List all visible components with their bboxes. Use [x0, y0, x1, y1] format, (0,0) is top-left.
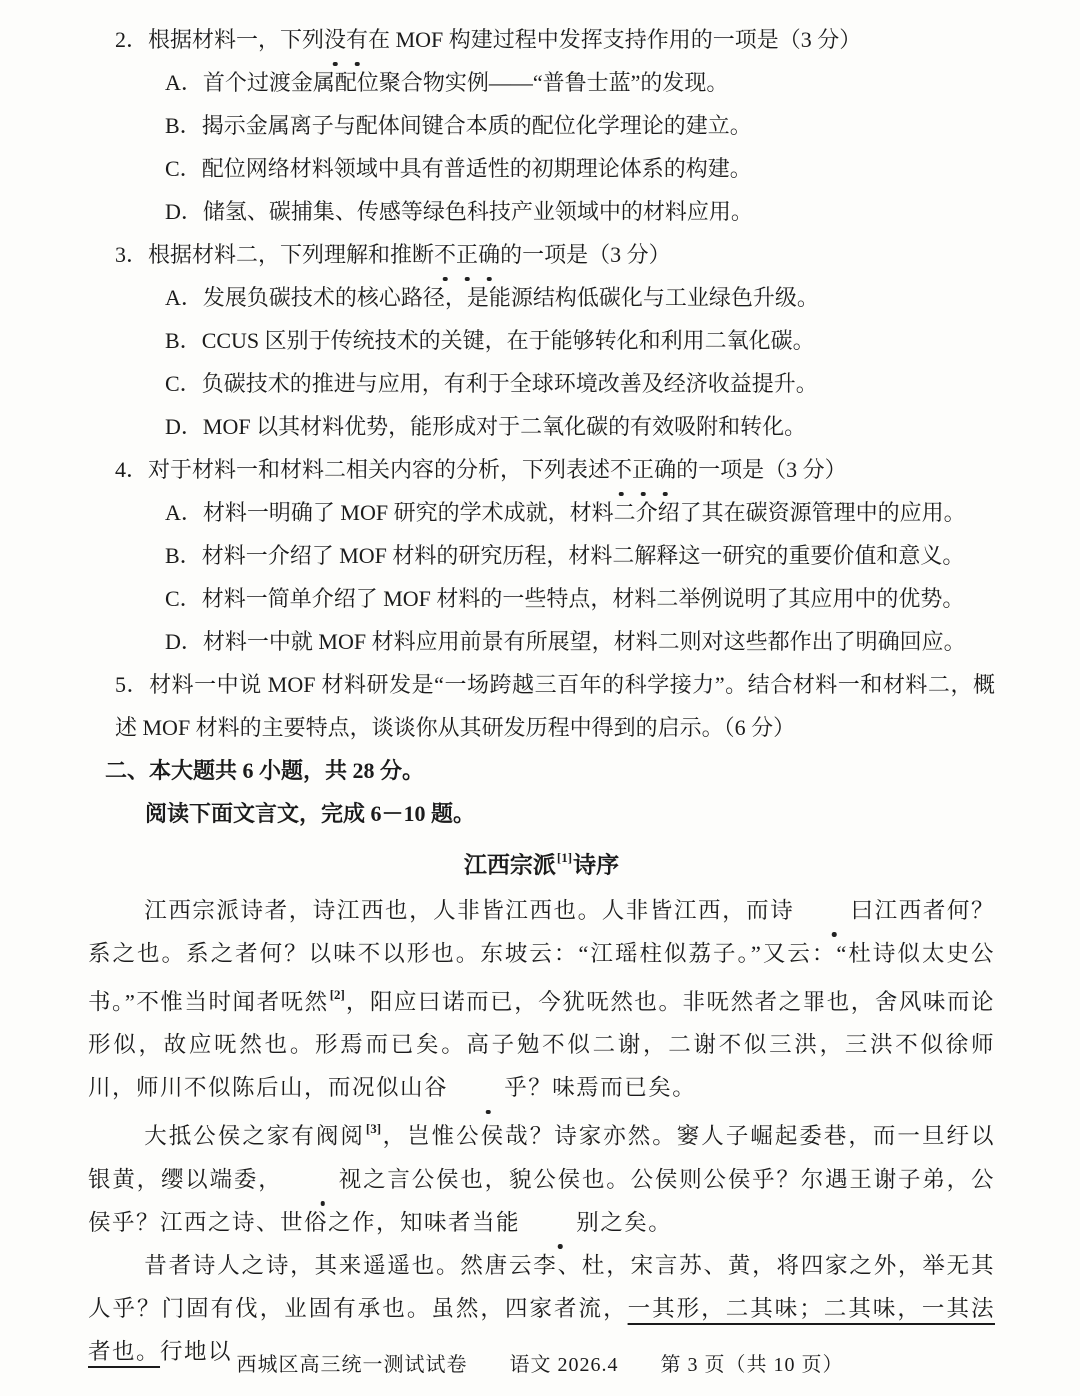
section-heading: 二、本大题共 6 小题，共 28 分。: [105, 758, 425, 783]
option-text: 材料一明确了 MOF 研究的学术成就，材料二介绍了其在碳资源管理中的应用。: [202, 500, 966, 525]
emphasized-char: 不: [610, 448, 632, 491]
emphasized-char: 视: [283, 1158, 363, 1201]
option-text: CCUS 区别于传统技术的关键，在于能够转化和利用二氧化碳。: [201, 328, 815, 353]
option-label: A．: [165, 70, 203, 95]
passage-paragraph: [88, 1109, 995, 1244]
passage-paragraph: [88, 889, 995, 1110]
emphasized-char: 曰: [794, 889, 874, 932]
emphasized-char: 正: [456, 233, 478, 276]
emphasized-word: [520, 1210, 600, 1235]
option-label: B．: [165, 328, 202, 353]
text-run: 在 MOF 构建过程中发挥支持作用的一项是（3 分）: [368, 27, 862, 52]
underlined-clause: 一其形，二其味；二其味，一其法者也。: [88, 1295, 995, 1364]
emphasized-char: 没: [324, 18, 346, 61]
emphasized-char: 不: [434, 233, 456, 276]
option-label: D．: [165, 199, 203, 224]
emphasized-char: 有: [346, 18, 368, 61]
option-text: 材料一中就 MOF 材料应用前景有所展望，材料二则对这些都作出了明确回应。: [202, 629, 966, 654]
option-text: 材料一介绍了 MOF 材料的研究历程，材料二解释这一研究的重要价值和意义。: [201, 543, 965, 568]
option-text: 配位网络材料领域中具有普适性的初期理论体系的构建。: [201, 156, 752, 181]
option-row: [165, 620, 995, 663]
text-run: 之矣。: [600, 1209, 673, 1235]
text-run: ？味焉而已矣。: [528, 1075, 697, 1101]
footnote-marker: [2]: [329, 986, 345, 1002]
question-number: 2．: [115, 27, 149, 52]
option-text: 揭示金属离子与配体间键合本质的配位化学理论的建立。: [201, 113, 752, 138]
option-label: B．: [165, 543, 202, 568]
option-row: [165, 577, 995, 620]
text-run: 江西宗派: [463, 852, 556, 878]
text-run: 根据材料一，下列: [148, 27, 325, 52]
option-row: [165, 276, 995, 319]
option-row: [165, 190, 995, 233]
question-stem-row: [115, 663, 995, 749]
emphasized-word: [448, 1075, 528, 1100]
text-run: 的一项是（3 分）: [676, 457, 847, 482]
text-run: 大抵公侯之家有阀阅: [144, 1123, 365, 1149]
footnote-marker: [3]: [365, 1121, 382, 1137]
question-stem-row: [115, 448, 995, 491]
passage-title: [88, 837, 995, 889]
question-stem: [148, 457, 847, 482]
text-run: ，岂惟公侯哉？诗家亦然。窭人子崛起委巷，而一旦纡以银黄，缨以端委，: [88, 1123, 995, 1192]
question-stem: [148, 27, 861, 52]
emphasized-word: [794, 898, 874, 923]
option-label: C．: [165, 156, 202, 181]
emphasized-word: [610, 457, 676, 482]
option-row: [165, 147, 995, 190]
emphasized-char: 别: [520, 1201, 600, 1244]
page-footer: 西城区高三统一测试试卷 语文 2026.4 第 3 页（共 10 页）: [236, 1354, 844, 1376]
option-text: 负碳技术的推进与应用，有利于全球环境改善及经济收益提升。: [201, 371, 818, 396]
text-run: 行地以: [160, 1338, 233, 1364]
question-stem: [115, 672, 995, 740]
section-instruction: 阅读下面文言文，完成 6－10 题。: [145, 801, 476, 826]
question-stem-row: [115, 233, 995, 276]
option-label: D．: [165, 414, 203, 439]
emphasized-word: [283, 1167, 363, 1192]
question-number: 5．: [115, 672, 150, 697]
option-row: [165, 534, 995, 577]
emphasized-char: 正: [632, 448, 654, 491]
option-text: MOF 以其材料优势，能形成对于二氧化碳的有效吸附和转化。: [202, 414, 807, 439]
emphasized-word: [324, 27, 368, 52]
text-run: 根据材料二，下列理解和推断: [148, 242, 435, 267]
question-stem-row: [115, 18, 995, 61]
question-number: 3．: [115, 242, 149, 267]
option-text: 首个过渡金属配位聚合物实例——“普鲁士蓝”的发现。: [202, 70, 729, 95]
text-run: 材料一中说 MOF 材料研发是“一场跨越三百年的科学接力”。结合材料一和材料二，概述 MOF 材料的主要特点，谈谈你从其研发历程中得到的启示。（6 分）: [115, 672, 995, 740]
option-text: 发展负碳技术的核心路径，是能源结构低碳化与工业绿色升级。: [202, 285, 819, 310]
footnote-marker: [1]: [556, 850, 573, 865]
text-run: 的一项是（3 分）: [500, 242, 671, 267]
emphasized-word: [434, 242, 500, 267]
option-row: [165, 104, 995, 147]
option-label: A．: [165, 285, 203, 310]
text-run: 诗序: [573, 852, 620, 878]
option-label: A．: [165, 500, 203, 525]
option-label: C．: [165, 371, 202, 396]
option-row: [165, 491, 995, 534]
text-run: 江西者何？系之也。系之者何？以味不以形也。东坡云：“江瑶柱似荔子。”又云：“杜诗似太史公书。”不惟当时闻者呒然: [88, 897, 995, 1015]
option-text: 储氢、碳捕集、传感等绿色科技产业领域中的材料应用。: [202, 199, 753, 224]
questions-section: [88, 18, 995, 749]
text-run: 江西宗派诗者，诗江西也，人非皆江西也。人非皆江西，而诗: [144, 897, 795, 923]
passage: [88, 889, 995, 1373]
emphasized-char: 确: [654, 448, 676, 491]
option-label: D．: [165, 629, 203, 654]
option-text: 材料一简单介绍了 MOF 材料的一些特点，材料二举例说明了其应用中的优势。: [201, 586, 965, 611]
option-row: [165, 61, 995, 104]
text-run: 昔者诗人之诗，其来遥遥也。然唐云李、杜，宋言苏、黄，将四家之外，举无其人乎？门固有伐，业固有承也。虽然，四家者流，: [88, 1252, 995, 1321]
text-run: 之言公侯也，貌公侯也。公侯则公侯乎？尔遇王谢子弟，公侯乎？江西之诗、世俗之作，知味者当能: [88, 1166, 995, 1235]
text-run: ，阳应曰诺而已，今犹呒然也。非呒然者之罪也，舍风味而论形似，故应呒然也。形焉而已矣。高子勉不似二谢，二谢不似三洪，三洪不似徐师川，师川不似陈后山，而况似山谷: [88, 989, 995, 1101]
option-row: [165, 405, 995, 448]
option-row: [165, 362, 995, 405]
option-row: [165, 319, 995, 362]
text-run: 对于材料一和材料二相关内容的分析，下列表述: [148, 457, 611, 482]
question-stem: [148, 242, 671, 267]
emphasized-char: 乎: [448, 1066, 528, 1109]
emphasized-char: 确: [478, 233, 500, 276]
option-label: B．: [165, 113, 202, 138]
option-label: C．: [165, 586, 202, 611]
question-number: 4．: [115, 457, 149, 482]
